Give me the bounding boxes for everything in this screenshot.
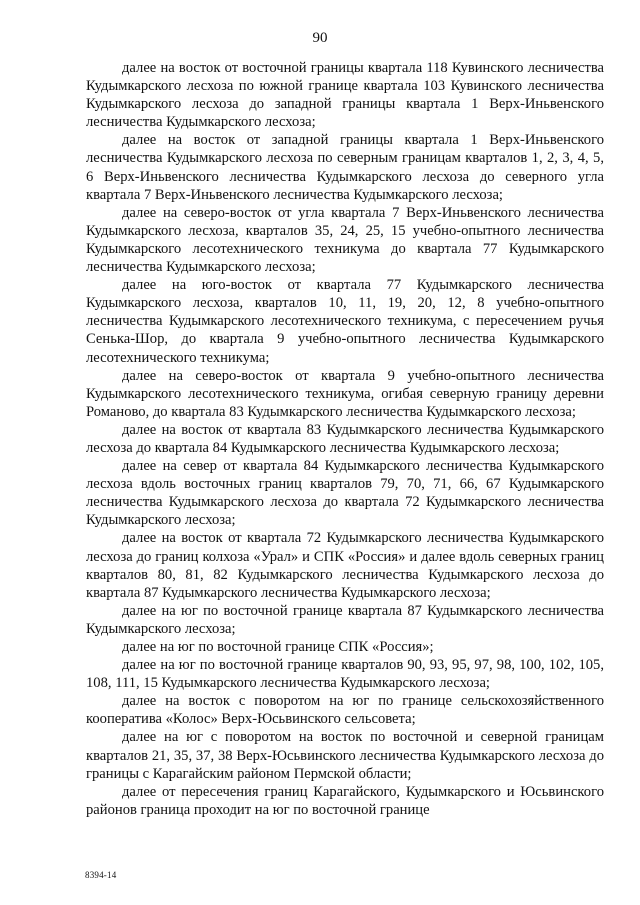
paragraph-6: далее на восток от квартала 83 Кудымкарского лесничества Кудымкарского лесхоза до квартала 84 Кудымкарского лесничества Кудымкарского лесхоза; [86,421,604,456]
paragraph-12: далее на восток с поворотом на юг по границе сельскохозяйственного кооператива «Колос» Верх-Юсьвинского сельсовета; [86,693,604,728]
paragraph-7: далее на север от квартала 84 Кудымкарского лесничества Кудымкарского лесхоза вдоль восточных границ кварталов 79, 70, 71, 66, 67 Кудымкарского лесничества Кудымкарского лесхоза до квартала 72 Кудымкарского лесничества Кудымкарского лесхоза; [86,458,604,529]
paragraph-13: далее на юг с поворотом на восток по восточной и северной границам кварталов 21, 35, 37, 38 Верх-Юсьвинского лесничества Кудымкарского лесхоза до границы с Карагайским районом Пермской области; [86,729,604,782]
page-number: 90 [312,30,328,46]
footer-document-code: 8394-14 [85,870,117,880]
paragraph-11: далее на юг по восточной границе кварталов 90, 93, 95, 97, 98, 100, 102, 105, 108, 111, 15 Кудымкарского лесничества Кудымкарского лесхоза; [86,657,604,692]
paragraph-10: далее на юг по восточной границе СПК «Россия»; [122,639,434,655]
paragraph-4: далее на юго-восток от квартала 77 Кудымкарского лесничества Кудымкарского лесхоза, кварталов 10, 11, 19, 20, 12, 8 учебно-опытного лесничества Кудымкарского лесотехнического техникума, с пересечением ручья Сенька-Шор, до квартала 9 учебно-опытного лесничества Кудымкарского лесотехнического техникума; [86,277,604,366]
paragraph-9: далее на юг по восточной границе квартала 87 Кудымкарского лесничества Кудымкарского лесхоза; [86,602,604,637]
paragraph-2: далее на восток от западной границы квартала 1 Верх-Иньвенского лесничества Кудымкарского лесхоза по северным границам кварталов 1, 2, 3, 4, 5, 6 Верх-Иньвенского лесничества Кудымкарского лесхоза до северного угла квартала 7 Верх-Иньвенского лесничества Кудымкарского лесхоза; [86,132,604,203]
paragraph-8: далее на восток от квартала 72 Кудымкарского лесничества Кудымкарского лесхоза до границ колхоза «Урал» и СПК «Россия» и далее вдоль северных границ кварталов 80, 81, 82 Кудымкарского лесничества Кудымкарского лесхоза до квартала 87 Кудымкарского лесничества Кудымкарского лесхоза; [86,530,604,601]
document-body [86,59,604,819]
paragraph-3: далее на северо-восток от угла квартала 7 Верх-Иньвенского лесничества Кудымкарского лесхоза, кварталов 35, 24, 25, 15 учебно-опытного лесничества Кудымкарского лесотехнического техникума до квартала 77 Кудымкарского лесничества Кудымкарского лесхоза; [86,204,604,276]
paragraph-14: далее от пересечения границ Карагайского, Кудымкарского и Юсьвинского районов граница проходит на юг по восточной границе [86,783,604,818]
paragraph-1: далее на восток от восточной границы квартала 118 Кувинского лесничества Кудымкарского лесхоза по южной границе квартала 103 Кувинского лесничества Кудымкарского лесхоза до западной границы квартала 1 Верх-Иньвенского лесничества Кудымкарского лесхоза; [86,60,604,131]
paragraph-5: далее на северо-восток от квартала 9 учебно-опытного лесничества Кудымкарского лесотехнического техникума, огибая северную границу деревни Романово, до квартала 83 Кудымкарского лесничества Кудымкарского лесхоза; [86,367,604,420]
